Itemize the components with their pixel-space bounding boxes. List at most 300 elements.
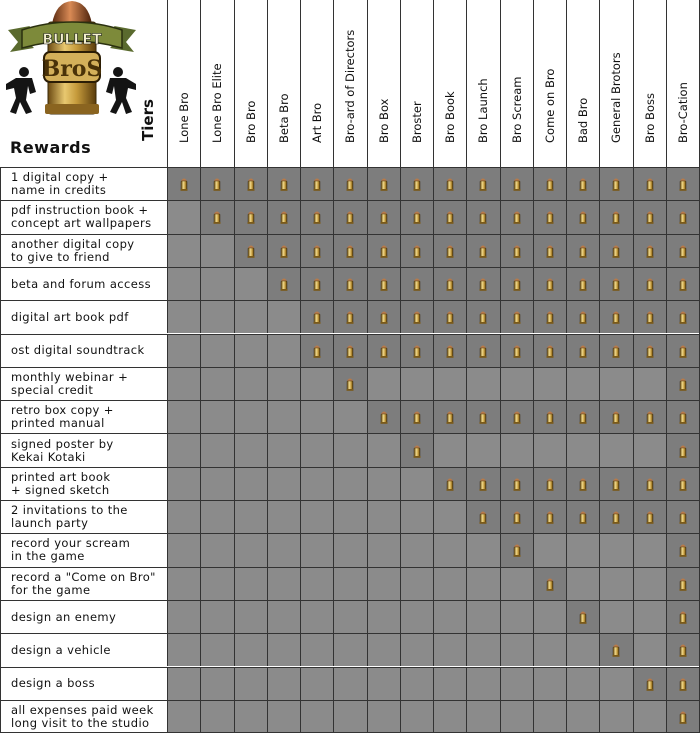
included-cell [666,633,699,666]
tier-name: Bad Bro [576,97,591,143]
empty-cell [234,500,267,533]
included-cell [200,167,233,200]
empty-cell [300,467,333,500]
empty-cell [599,700,632,733]
empty-cell [267,700,300,733]
empty-cell [466,433,499,466]
empty-cell [466,367,499,400]
included-cell [333,234,366,267]
included-cell [666,367,699,400]
included-cell [367,267,400,300]
included-cell [666,433,699,466]
empty-cell [167,400,200,433]
empty-cell [234,700,267,733]
included-cell [333,334,366,367]
reward-label: beta and forum access [0,267,167,300]
empty-cell [167,433,200,466]
tier-header [367,0,400,167]
tier-header [267,0,300,167]
included-cell [633,267,666,300]
tier-header [333,0,366,167]
empty-cell [234,633,267,666]
empty-cell [633,633,666,666]
empty-cell [333,600,366,633]
included-cell [566,234,599,267]
included-cell [433,467,466,500]
included-cell [666,567,699,600]
reward-label: design a boss [0,667,167,700]
empty-cell [599,600,632,633]
included-cell [300,300,333,333]
included-cell [500,234,533,267]
empty-cell [566,433,599,466]
included-cell [533,300,566,333]
empty-cell [234,600,267,633]
included-cell [200,200,233,233]
empty-cell [234,467,267,500]
empty-cell [566,567,599,600]
tier-header [466,0,499,167]
included-cell [400,234,433,267]
included-cell [533,167,566,200]
bullet-bros-logo [0,0,140,120]
empty-cell [200,667,233,700]
empty-cell [367,433,400,466]
empty-cell [533,433,566,466]
included-cell [234,234,267,267]
empty-cell [500,700,533,733]
empty-cell [433,433,466,466]
included-cell [433,234,466,267]
empty-cell [267,667,300,700]
empty-cell [500,567,533,600]
included-cell [500,400,533,433]
included-cell [466,467,499,500]
tier-name: Lone Bro [177,92,192,143]
included-cell [666,334,699,367]
empty-cell [300,633,333,666]
included-cell [666,167,699,200]
included-cell [666,467,699,500]
included-cell [333,200,366,233]
included-cell [666,500,699,533]
included-cell [167,167,200,200]
tier-header [400,0,433,167]
included-cell [400,334,433,367]
empty-cell [500,667,533,700]
empty-cell [533,700,566,733]
empty-cell [267,433,300,466]
empty-cell [633,567,666,600]
included-cell [333,167,366,200]
empty-cell [599,433,632,466]
empty-cell [167,700,200,733]
tier-header [300,0,333,167]
included-cell [367,400,400,433]
included-cell [433,400,466,433]
tier-name: Lone Bro Elite [210,63,225,143]
empty-cell [200,234,233,267]
reward-label: record your scream in the game [0,533,167,566]
empty-cell [400,467,433,500]
included-cell [533,500,566,533]
empty-cell [167,567,200,600]
included-cell [500,200,533,233]
included-cell [633,467,666,500]
included-cell [300,267,333,300]
tier-header [633,0,666,167]
included-cell [333,267,366,300]
included-cell [566,400,599,433]
empty-cell [200,433,233,466]
included-cell [666,600,699,633]
included-cell [666,300,699,333]
included-cell [400,200,433,233]
empty-cell [167,300,200,333]
included-cell [234,200,267,233]
empty-cell [433,667,466,700]
empty-cell [200,367,233,400]
tiers-header: Tiers [139,99,157,141]
included-cell [300,200,333,233]
empty-cell [400,567,433,600]
included-cell [333,300,366,333]
empty-cell [200,700,233,733]
empty-cell [566,667,599,700]
empty-cell [466,600,499,633]
included-cell [666,400,699,433]
empty-cell [367,500,400,533]
included-cell [367,167,400,200]
included-cell [500,300,533,333]
empty-cell [400,633,433,666]
included-cell [633,234,666,267]
grid-border-left [0,167,1,733]
included-cell [666,700,699,733]
empty-cell [500,433,533,466]
included-cell [466,267,499,300]
tier-header [167,0,200,167]
included-cell [566,167,599,200]
included-cell [599,167,632,200]
empty-cell [234,667,267,700]
empty-cell [234,567,267,600]
included-cell [633,667,666,700]
empty-cell [200,467,233,500]
empty-cell [167,200,200,233]
included-cell [633,334,666,367]
empty-cell [433,367,466,400]
included-cell [466,500,499,533]
reward-label: 1 digital copy + name in credits [0,167,167,200]
included-cell [566,600,599,633]
empty-cell [167,267,200,300]
included-cell [533,567,566,600]
reward-label: pdf instruction book + concept art wallpapers [0,200,167,233]
included-cell [566,267,599,300]
empty-cell [234,367,267,400]
empty-cell [500,367,533,400]
tier-header [433,0,466,167]
included-cell [367,234,400,267]
reward-label: digital art book pdf [0,300,167,333]
logo-bullet-text: BULLET [42,32,102,48]
included-cell [666,234,699,267]
reward-label: all expenses paid week long visit to the studio [0,700,167,733]
tier-name: Bro Scream [509,76,524,143]
empty-cell [633,367,666,400]
empty-cell [167,667,200,700]
empty-cell [566,633,599,666]
empty-cell [566,533,599,566]
included-cell [633,400,666,433]
empty-cell [566,367,599,400]
included-cell [400,167,433,200]
included-cell [666,533,699,566]
empty-cell [167,500,200,533]
included-cell [599,334,632,367]
included-cell [300,234,333,267]
empty-cell [300,600,333,633]
empty-cell [466,533,499,566]
included-cell [300,167,333,200]
included-cell [367,334,400,367]
included-cell [433,300,466,333]
reward-label: monthly webinar + special credit [0,367,167,400]
included-cell [333,367,366,400]
included-cell [599,400,632,433]
included-cell [533,334,566,367]
empty-cell [333,400,366,433]
included-cell [400,400,433,433]
empty-cell [466,633,499,666]
empty-cell [234,300,267,333]
empty-cell [500,600,533,633]
included-cell [666,667,699,700]
included-cell [666,200,699,233]
empty-cell [433,600,466,633]
empty-cell [400,367,433,400]
empty-cell [400,700,433,733]
included-cell [267,167,300,200]
included-cell [533,234,566,267]
empty-cell [633,533,666,566]
empty-cell [167,633,200,666]
included-cell [267,267,300,300]
empty-cell [400,500,433,533]
reward-label: 2 invitations to the launch party [0,500,167,533]
tier-name: Broster [409,101,424,143]
empty-cell [167,334,200,367]
empty-cell [400,533,433,566]
empty-cell [300,667,333,700]
empty-cell [433,500,466,533]
empty-cell [533,367,566,400]
empty-cell [167,467,200,500]
included-cell [234,167,267,200]
tier-header [500,0,533,167]
empty-cell [500,633,533,666]
empty-cell [533,600,566,633]
empty-cell [200,500,233,533]
empty-cell [167,533,200,566]
included-cell [466,400,499,433]
empty-cell [367,367,400,400]
empty-cell [433,567,466,600]
included-cell [466,334,499,367]
empty-cell [234,533,267,566]
empty-cell [267,500,300,533]
included-cell [533,467,566,500]
tier-name: Art Bro [310,102,325,143]
tier-name: Bro Book [443,91,458,143]
empty-cell [533,533,566,566]
included-cell [400,300,433,333]
rewards-header: Rewards [10,138,92,157]
tier-name: General Brotors [609,52,624,143]
empty-cell [267,600,300,633]
empty-cell [167,234,200,267]
empty-cell [200,334,233,367]
included-cell [533,267,566,300]
empty-cell [566,700,599,733]
empty-cell [267,367,300,400]
included-cell [566,500,599,533]
empty-cell [300,433,333,466]
included-cell [500,267,533,300]
reward-label: retro box copy + printed manual [0,400,167,433]
included-cell [633,500,666,533]
empty-cell [367,467,400,500]
empty-cell [300,567,333,600]
reward-label: ost digital soundtrack [0,334,167,367]
empty-cell [466,667,499,700]
empty-cell [367,700,400,733]
included-cell [599,500,632,533]
included-cell [533,400,566,433]
logo-bros-text: BroS [41,56,103,82]
empty-cell [267,334,300,367]
empty-cell [367,567,400,600]
empty-cell [200,400,233,433]
included-cell [633,200,666,233]
included-cell [466,200,499,233]
tier-header [234,0,267,167]
included-cell [433,334,466,367]
empty-cell [167,600,200,633]
included-cell [566,300,599,333]
empty-cell [533,667,566,700]
empty-cell [167,367,200,400]
reward-label: printed art book + signed sketch [0,467,167,500]
empty-cell [599,667,632,700]
tier-name: Bro-Cation [675,82,690,143]
tier-header [533,0,566,167]
empty-cell [633,700,666,733]
empty-cell [333,433,366,466]
empty-cell [300,500,333,533]
empty-cell [633,433,666,466]
empty-cell [367,533,400,566]
empty-cell [333,700,366,733]
included-cell [433,167,466,200]
included-cell [566,334,599,367]
included-cell [466,234,499,267]
included-cell [300,334,333,367]
empty-cell [333,533,366,566]
reward-label: another digital copy to give to friend [0,234,167,267]
empty-cell [367,600,400,633]
empty-cell [267,300,300,333]
included-cell [500,533,533,566]
included-cell [599,234,632,267]
tier-name: Bro Boss [642,93,657,143]
reward-label: design a vehicle [0,633,167,666]
included-cell [633,300,666,333]
empty-cell [300,533,333,566]
empty-cell [333,567,366,600]
empty-cell [400,600,433,633]
empty-cell [200,600,233,633]
reward-label: signed poster by Kekai Kotaki [0,433,167,466]
included-cell [566,200,599,233]
included-cell [267,234,300,267]
tier-header [666,0,699,167]
empty-cell [200,267,233,300]
included-cell [466,300,499,333]
included-cell [599,200,632,233]
included-cell [400,267,433,300]
empty-cell [633,600,666,633]
included-cell [633,167,666,200]
included-cell [267,200,300,233]
included-cell [599,300,632,333]
empty-cell [267,467,300,500]
included-cell [400,433,433,466]
empty-cell [333,667,366,700]
empty-cell [333,467,366,500]
included-cell [599,267,632,300]
tier-name: Come on Bro [542,68,557,143]
included-cell [466,167,499,200]
empty-cell [200,533,233,566]
tier-header [566,0,599,167]
empty-cell [433,700,466,733]
empty-cell [267,633,300,666]
empty-cell [267,567,300,600]
reward-label: design an enemy [0,600,167,633]
empty-cell [234,334,267,367]
empty-cell [300,700,333,733]
empty-cell [533,633,566,666]
empty-cell [367,667,400,700]
included-cell [500,467,533,500]
included-cell [666,267,699,300]
tier-name: Beta Bro [276,93,291,143]
empty-cell [599,367,632,400]
empty-cell [333,500,366,533]
empty-cell [200,567,233,600]
empty-cell [433,533,466,566]
empty-cell [267,533,300,566]
tier-name: Bro Launch [476,78,491,143]
included-cell [433,200,466,233]
tier-name: Bro Bro [243,100,258,143]
empty-cell [300,400,333,433]
empty-cell [599,567,632,600]
empty-cell [333,633,366,666]
tier-name: Bro-ard of Directors [343,29,358,143]
